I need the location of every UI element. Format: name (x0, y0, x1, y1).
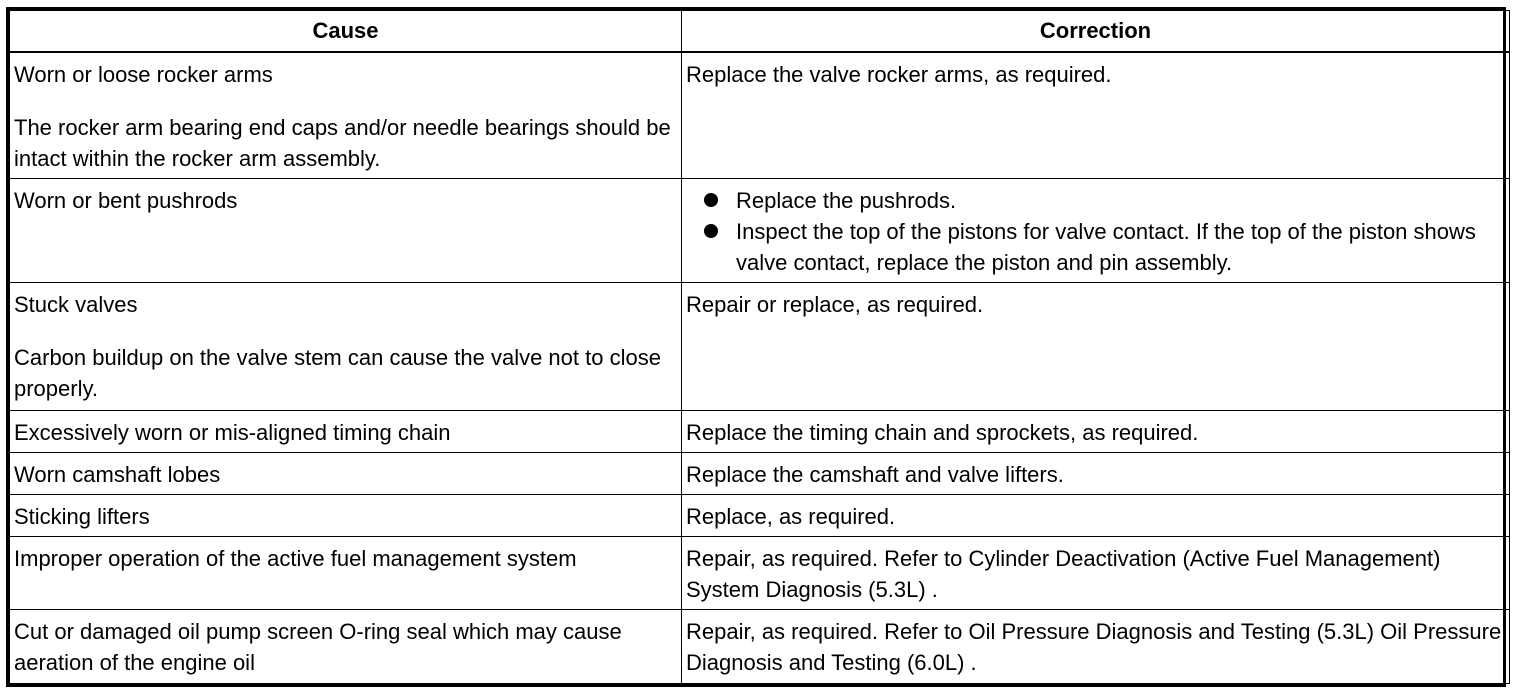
correction-text: Repair, as required. Refer to Oil Pressure Diagnosis and Testing (5.3L) Oil Pressure Diagnosis and Testing (6.0L) . (686, 618, 1502, 675)
correction-text: Repair, as required. Refer to Cylinder Deactivation (Active Fuel Management) System Diagnosis (5.3L) . (686, 545, 1441, 602)
correction-cell (682, 536, 1510, 609)
correction-text: Replace the valve rocker arms, as required. (686, 61, 1112, 87)
cause-text: Improper operation of the active fuel management system (14, 545, 577, 571)
cause-text: Sticking lifters (14, 503, 150, 529)
correction-cell (682, 452, 1510, 494)
cause-cell (10, 536, 682, 609)
correction-text: Replace the camshaft and valve lifters. (686, 461, 1064, 487)
cause-text: Worn camshaft lobes (14, 461, 221, 487)
correction-cell (682, 282, 1510, 410)
cause-cell (10, 178, 682, 282)
table-row (10, 536, 1510, 609)
list-item (686, 216, 1505, 278)
cause-cell (10, 282, 682, 410)
table-row (10, 282, 1510, 410)
correction-text: Replace the timing chain and sprockets, as required. (686, 419, 1199, 445)
cause-text: Worn or loose rocker arms (14, 61, 273, 87)
cause-text: Stuck valves (14, 291, 138, 317)
cause-cell (10, 494, 682, 536)
cause-cell (10, 52, 682, 179)
correction-bullet-text: Replace the pushrods. (736, 187, 957, 213)
cause-cell (10, 410, 682, 452)
cause-text: Worn or bent pushrods (14, 187, 238, 213)
correction-text: Replace, as required. (686, 503, 896, 529)
correction-text: Repair or replace, as required. (686, 291, 984, 317)
column-header-cause: Cause (10, 11, 682, 52)
table-header-row (10, 11, 1510, 52)
correction-cell (682, 410, 1510, 452)
column-header-correction: Correction (682, 11, 1510, 52)
correction-cell (682, 178, 1510, 282)
cause-note: Carbon buildup on the valve stem can cause the valve not to close properly. (14, 344, 661, 401)
correction-cell (682, 52, 1510, 179)
table-row (10, 452, 1510, 494)
cause-text: Cut or damaged oil pump screen O-ring seal which may cause aeration of the engine oil (14, 618, 622, 675)
correction-bullet-list (686, 185, 1505, 278)
diagnosis-table (6, 7, 1506, 687)
cause-cell (10, 609, 682, 683)
table-row (10, 52, 1510, 179)
table-row (10, 178, 1510, 282)
list-item (686, 185, 1505, 216)
correction-bullet-text: Inspect the top of the pistons for valve contact. If the top of the piston shows valve contact, replace the piston and pin assembly. (736, 218, 1476, 275)
correction-cell (682, 494, 1510, 536)
table-row (10, 494, 1510, 536)
table-row (10, 609, 1510, 683)
cause-note: The rocker arm bearing end caps and/or needle bearings should be intact within the rocker arm assembly. (14, 114, 671, 171)
cause-text: Excessively worn or mis-aligned timing chain (14, 419, 451, 445)
bullet-icon (704, 224, 718, 238)
table-row (10, 410, 1510, 452)
bullet-icon (704, 193, 718, 207)
correction-cell (682, 609, 1510, 683)
cause-cell (10, 452, 682, 494)
